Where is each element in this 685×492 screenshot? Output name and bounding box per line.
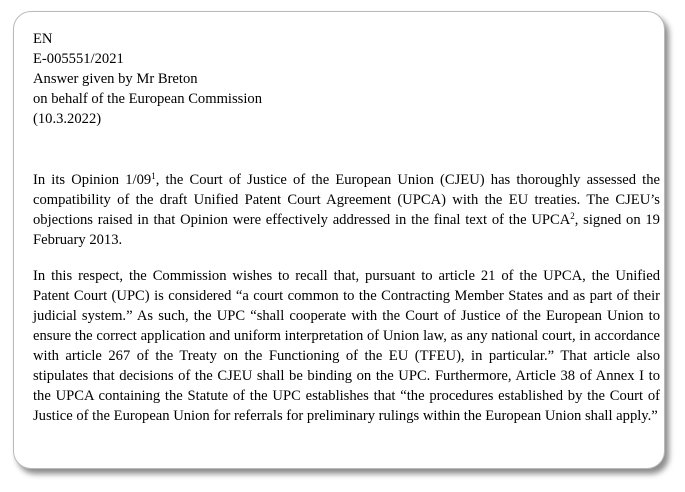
paragraph-1-text-b: , the Court of Justice of the European Union (CJEU) has thoroughly assessed the compatibility of the draft Unified Patent Court Agreement (UPCA) with the EU treaties. The CJEU’s objections raised in that Opinion were effectively addressed in the final text of the UPCA <box>33 172 660 228</box>
document-content <box>33 29 660 426</box>
document-header <box>33 29 660 129</box>
answer-institution: on behalf of the European Commission <box>33 91 262 107</box>
document-page <box>13 11 665 469</box>
answer-date: (10.3.2022) <box>33 111 102 127</box>
body-paragraph-1 <box>33 170 660 250</box>
body-paragraph-2: In this respect, the Commission wishes to recall that, pursuant to article 21 of the UPCA, the Unified Patent Court (UPC) is considered “a court common to the Contracting Member States and as part of their judicial system.” As such, the UPC “shall cooperate with the Court of Justice of the European Union to ensure the correct application and uniform interpretation of Union law, as any national court, in accordance with article 267 of the Treaty on the Functioning of the EU (TFEU), in particular.” That article also stipulates that decisions of the CJEU shall be binding on the UPC. Furthermore, Article 38 of Annex I to the UPCA containing the Statute of the UPC establishes that “the procedures established by the Court of Justice of the European Union for referrals for preliminary rulings within the European Union shall apply.” <box>33 268 660 424</box>
paragraph-1-text-c: , signed on 19 February 2013. <box>33 212 660 248</box>
answer-author: Answer given by Mr Breton <box>33 71 198 87</box>
footnote-ref-2: 2 <box>570 211 575 221</box>
question-reference: E-005551/2021 <box>33 51 124 67</box>
language-code: EN <box>33 31 53 47</box>
footnote-ref-1: 1 <box>151 171 156 181</box>
paragraph-1-text-a: In its Opinion 1/09 <box>33 172 152 188</box>
